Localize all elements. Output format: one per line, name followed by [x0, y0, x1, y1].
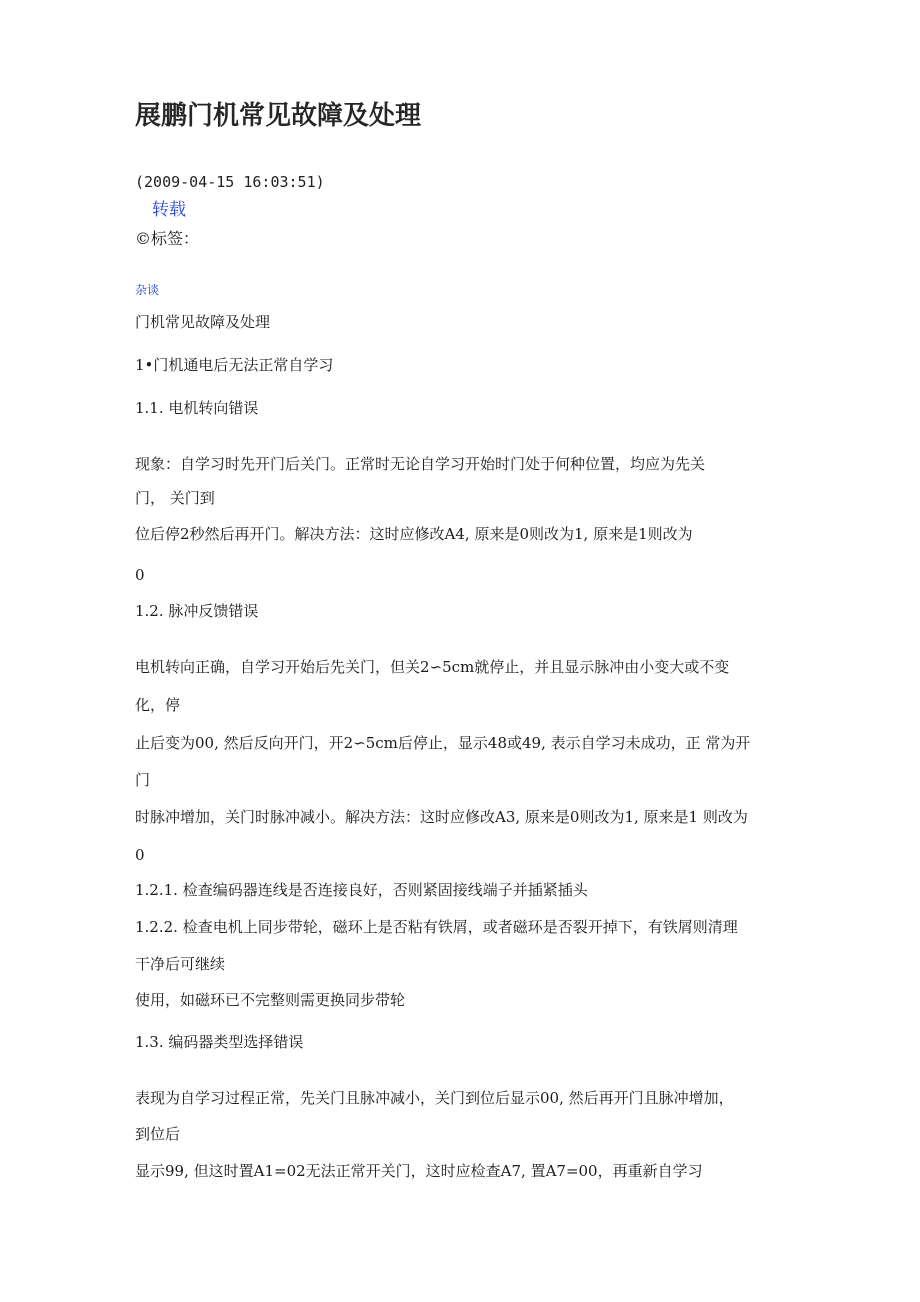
page-title: 展鹏门机常见故障及处理	[135, 101, 422, 131]
paragraph-line: 干净后可继续	[135, 955, 226, 973]
paragraph-line: 到位后	[135, 1125, 181, 1143]
section-heading: 门机常见故障及处理	[135, 313, 271, 331]
paragraph-line: 门， 关门到	[135, 489, 215, 507]
paragraph-line: 时脉冲增加，关门时脉冲减小。解决方法：这时应修改A3, 原来是0则改为1, 原来是1 则改为	[135, 808, 748, 826]
paragraph-line: 显示99, 但这时置A1=02无法正常开关门，这时应检查A7, 置A7=00，再重新自学习	[135, 1162, 703, 1180]
paragraph-line: 位后停2秒然后再开门。解决方法：这时应修改A4, 原来是0则改为1, 原来是1则改为	[135, 525, 693, 543]
post-datetime: (2009-04-15 16:03:51)	[135, 173, 325, 191]
tag-link[interactable]: 杂谈	[135, 283, 160, 297]
paragraph-line: 现象：自学习时先开门后关门。正常时无论自学习开始时门处于何种位置，均应为先关	[135, 455, 706, 473]
repost-link[interactable]: 转载	[152, 200, 186, 220]
subsection-heading: 1.3. 编码器类型选择错误	[135, 1033, 304, 1051]
paragraph-line: 0	[135, 566, 145, 584]
subsection-heading: 1.1. 电机转向错误	[135, 399, 259, 417]
paragraph-line: 使用，如磁环已不完整则需更换同步带轮	[135, 991, 406, 1009]
paragraph-line: 门	[135, 771, 151, 789]
subsection-heading: 1.2.1. 检查编码器连线是否连接良好，否则紧固接线端子并插紧插头	[135, 881, 588, 899]
tags-label: ©标签：	[135, 229, 200, 248]
paragraph-line: 电机转向正确，自学习开始后先关门，但关2∽5cm就停止，并且显示脉冲由小变大或不变	[135, 658, 730, 676]
paragraph-line: 表现为自学习过程正常，先关门且脉冲减小，关门到位后显示00, 然后再开门且脉冲增加，	[135, 1089, 734, 1107]
paragraph-line: 0	[135, 846, 145, 864]
subsection-heading: 1.2. 脉冲反馈错误	[135, 602, 259, 620]
paragraph-line: 化，停	[135, 696, 181, 714]
paragraph-line: 止后变为00, 然后反向开门，开2∽5cm后停止，显示48或49, 表示自学习未成功，正 常为开	[135, 734, 751, 752]
subsection-heading: 1.2.2. 检查电机上同步带轮，磁环上是否粘有铁屑，或者磁环是否裂开掉下，有铁屑则清理	[135, 918, 738, 936]
section-heading: 1•门机通电后无法正常自学习	[135, 356, 334, 374]
